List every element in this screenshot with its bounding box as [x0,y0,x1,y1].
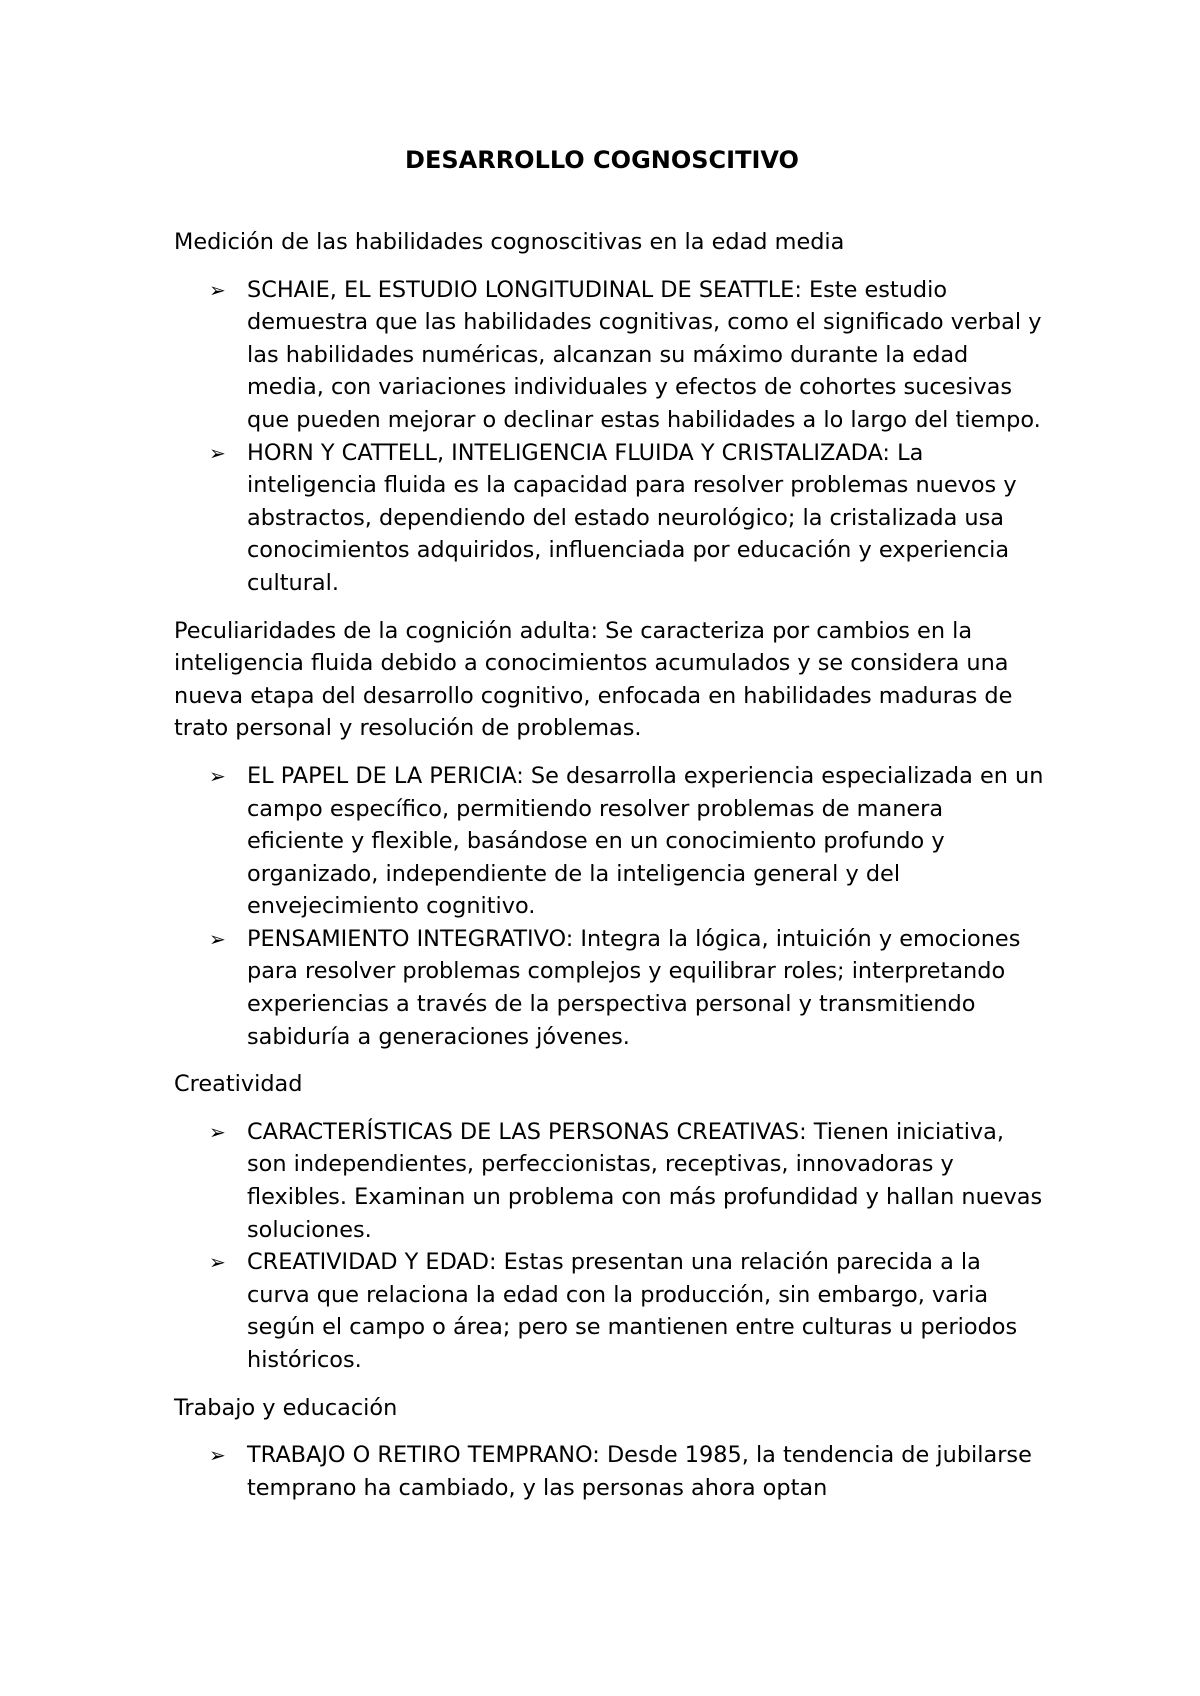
list-item-text: PENSAMIENTO INTEGRATIVO: Integra la lógica, intuición y emociones para resolver problemas complejos y equilibrar roles; interpretando experiencias a través de la perspectiva personal y transmitiendo sabiduría a generaciones jóvenes. [247,925,1021,1050]
list-item-text: EL PAPEL DE LA PERICIA: Se desarrolla experiencia especializada en un campo específico, permitiendo resolver problemas de manera eficiente y flexible, basándose en un conocimiento profundo y organizado, independiente de la inteligencia general y del envejecimiento cognitivo. [247,762,1044,920]
section-paragraph: Peculiaridades de la cognición adulta: Se caracteriza por cambios en la inteligencia fluida debido a conocimientos acumulados y se considera una nueva etapa del desarrollo cognitivo, enfocada en habilidades maduras de trato personal y resolución de problemas. [174,617,1013,742]
bullet-list [174,274,1044,600]
list-item [209,923,1044,1053]
arrow-bullet-icon: ➢ [209,1119,226,1144]
list-item [209,760,1044,923]
section-heading: Creatividad [174,1071,303,1098]
list-item-text: SCHAIE, EL ESTUDIO LONGITUDINAL DE SEATTLE: Este estudio demuestra que las habilidades cognitivas, como el significado verbal y las habilidades numéricas, alcanzan su máximo durante la edad media, con variaciones individuales y efectos de cohortes sucesivas que pueden mejorar o declinar estas habilidades a lo largo del tiempo. [247,276,1042,433]
bullet-list [174,760,1044,1053]
arrow-bullet-icon: ➢ [209,763,226,788]
bullet-list [174,1439,1044,1504]
document-title: DESARROLLO COGNOSCITIVO [405,146,799,174]
list-item-text: CREATIVIDAD Y EDAD: Estas presentan una relación parecida a la curva que relaciona la edad con la producción, sin embargo, varia según el campo o área; pero se mantienen entre culturas u periodos históricos. [247,1249,1018,1373]
section-heading: Trabajo y educación [174,1394,398,1421]
list-item [209,274,1044,437]
section-heading: Medición de las habilidades cognoscitivas en la edad media [174,229,845,255]
list-item [209,1246,1044,1376]
list-item-text: HORN Y CATTELL, INTELIGENCIA FLUIDA Y CRISTALIZADA: La inteligencia fluida es la capacidad para resolver problemas nuevos y abstractos, dependiendo del estado neurológico; la cristalizada usa conocimientos adquiridos, influenciada por educación y experiencia cultural. [247,439,1017,596]
arrow-bullet-icon: ➢ [209,277,226,302]
list-item [209,1439,1044,1504]
arrow-bullet-icon: ➢ [209,440,226,465]
list-item [209,437,1044,600]
list-item [209,1116,1044,1246]
list-item-text: CARACTERÍSTICAS DE LAS PERSONAS CREATIVAS: Tienen iniciativa, son independientes, perfeccionistas, receptivas, innovadoras y flexibles. Examinan un problema con más profundidad y hallan nuevas soluciones. [247,1118,1043,1243]
bullet-list [174,1116,1044,1377]
arrow-bullet-icon: ➢ [209,926,226,951]
document-body [174,226,1044,1519]
arrow-bullet-icon: ➢ [209,1443,226,1468]
list-item-text: TRABAJO O RETIRO TEMPRANO: Desde 1985, la tendencia de jubilarse temprano ha cambiado, y las personas ahora optan [247,1442,1032,1501]
arrow-bullet-icon: ➢ [209,1250,226,1275]
